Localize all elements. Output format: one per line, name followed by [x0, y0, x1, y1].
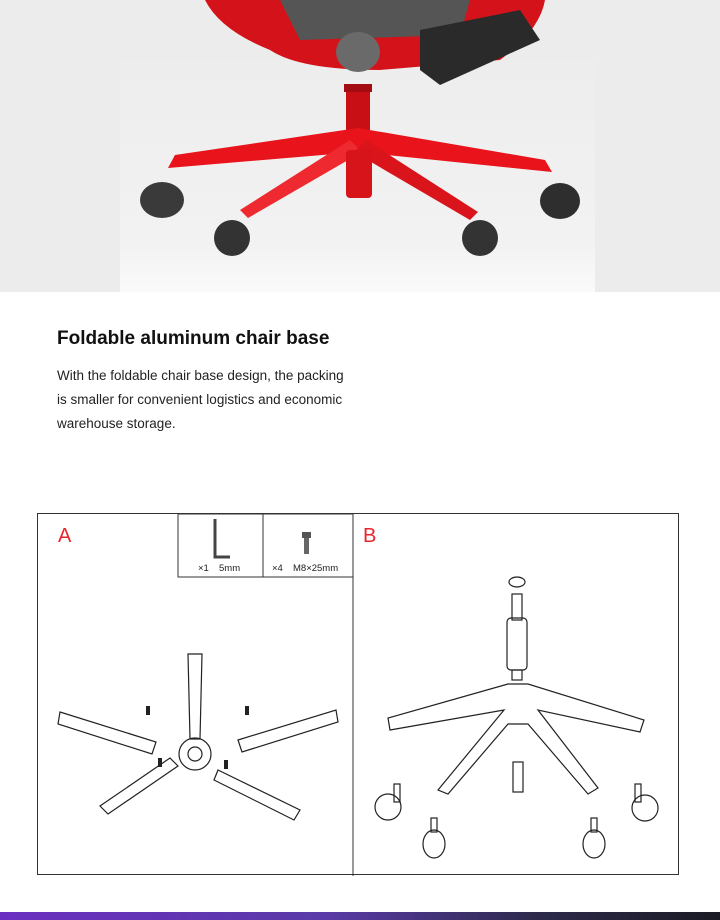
- product-photo: [0, 0, 720, 292]
- caster-wheel: [462, 220, 498, 256]
- assembly-diagram: [37, 513, 679, 875]
- hex-key-qty: ×1: [198, 563, 209, 574]
- caster-wheel: [214, 220, 250, 256]
- bolt-small: [245, 706, 249, 715]
- feature-title: Foldable aluminum chair base: [57, 328, 330, 349]
- bolt-qty: ×4: [272, 563, 283, 574]
- hex-key-size: 5mm: [219, 563, 241, 574]
- feature-description: With the foldable chair base design, the packing is smaller for convenient logistics and economic warehouse storage.: [57, 368, 344, 431]
- exploded-base-drawing: [58, 654, 338, 820]
- red-chair-base-illustration: [0, 0, 720, 292]
- footer-accent-bar: [0, 912, 720, 920]
- bolt-small: [146, 706, 150, 715]
- caster-wheel: [540, 183, 580, 219]
- assembly-diagram-drawing: [38, 514, 680, 876]
- bolt-icon: [302, 532, 311, 554]
- base-hub: [346, 150, 372, 198]
- assembly-base-drawing: [375, 577, 658, 858]
- bolt-size: M8×25mm: [293, 563, 339, 574]
- panel-b-label: B: [363, 525, 377, 547]
- panel-a-label: A: [58, 525, 72, 547]
- hex-key-icon: [215, 519, 230, 557]
- seat-knob: [336, 32, 380, 72]
- caster-wheel: [140, 182, 184, 218]
- cylinder-cap: [344, 84, 372, 92]
- bolt-small: [158, 758, 162, 767]
- bolt-small: [224, 760, 228, 769]
